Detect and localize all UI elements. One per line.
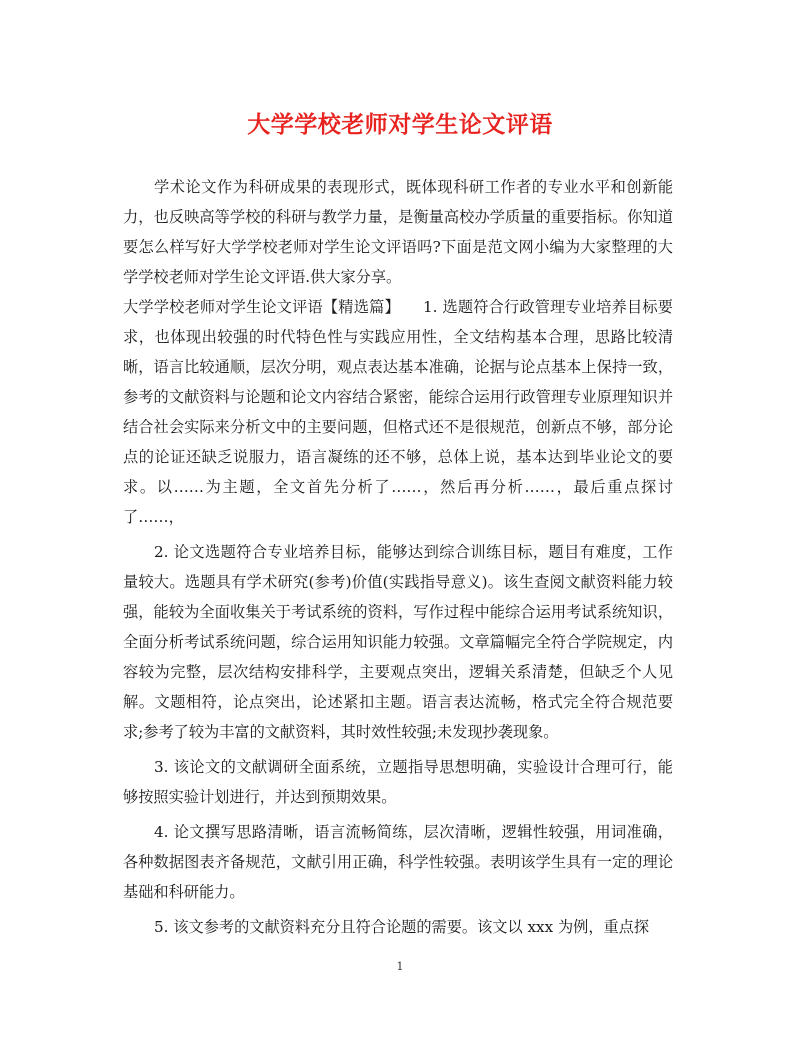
comment-paragraph-4: 4. 论文撰写思路清晰，语言流畅简练，层次清晰，逻辑性较强，用词准确，各种数据图表齐备规范，文献引用正确，科学性较强。表明该学生具有一定的理论基础和科研能力。 [123, 823, 673, 901]
comment-paragraph-5: 5. 该文参考的文献资料充分且符合论题的需要。该文以 xxx 为例，重点探 [154, 918, 650, 936]
section-paragraph: 大学学校老师对学生论文评语【精选篇】 1. 选题符合行政管理专业培养目标要求，也体现出较强的时代特色性与实践应用性，全文结构基本合理，思路比较清晰，语言比较通顺，层次分明，观点表达基本准确，论据与论点基本上保持一致，参考的文献资料与论题和论文内容结合紧密，能综合运用行政管理专业原理知识并结合社会实际来分析文中的主要问题，但格式还不是很规范，创新点不够，部分论点的论证还缺乏说服力，语言凝练的还不够，总体上说，基本达到毕业论文的要求。以……为主题，全文首先分析了……，然后再分析……，最后重点探讨了……， [123, 298, 673, 526]
comment-paragraph-2: 2. 论文选题符合专业培养目标，能够达到综合训练目标，题目有难度，工作量较大。选题具有学术研究(参考)价值(实践指导意义)。该生查阅文献资料能力较强，能较为全面收集关于考试系统的资料，写作过程中能综合运用考试系统知识，全面分析考试系统问题，综合运用知识能力较强。文章篇幅完全符合学院规定，内容较为完整，层次结构安排科学，主要观点突出，逻辑关系清楚，但缺乏个人见解。文题相符，论点突出，论述紧扣主题。语言表达流畅，格式完全符合规范要求;参考了较为丰富的文献资料，其时效性较强;未发现抄袭现象。 [123, 543, 673, 741]
document-body [123, 172, 673, 942]
intro-paragraph: 学术论文作为科研成果的表现形式，既体现科研工作者的专业水平和创新能力，也反映高等学校的科研与教学力量，是衡量高校办学质量的重要指标。你知道要怎么样写好大学学校老师对学生论文评语吗?下面是范文网小编为大家整理的大学学校老师对学生论文评语.供大家分享。 [123, 178, 673, 286]
page-number: 1 [396, 960, 404, 973]
document-title: 大学学校老师对学生论文评语 [247, 111, 553, 138]
comment-paragraph-3: 3. 该论文的文献调研全面系统，立题指导思想明确，实验设计合理可行，能够按照实验计划进行，并达到预期效果。 [123, 758, 673, 806]
